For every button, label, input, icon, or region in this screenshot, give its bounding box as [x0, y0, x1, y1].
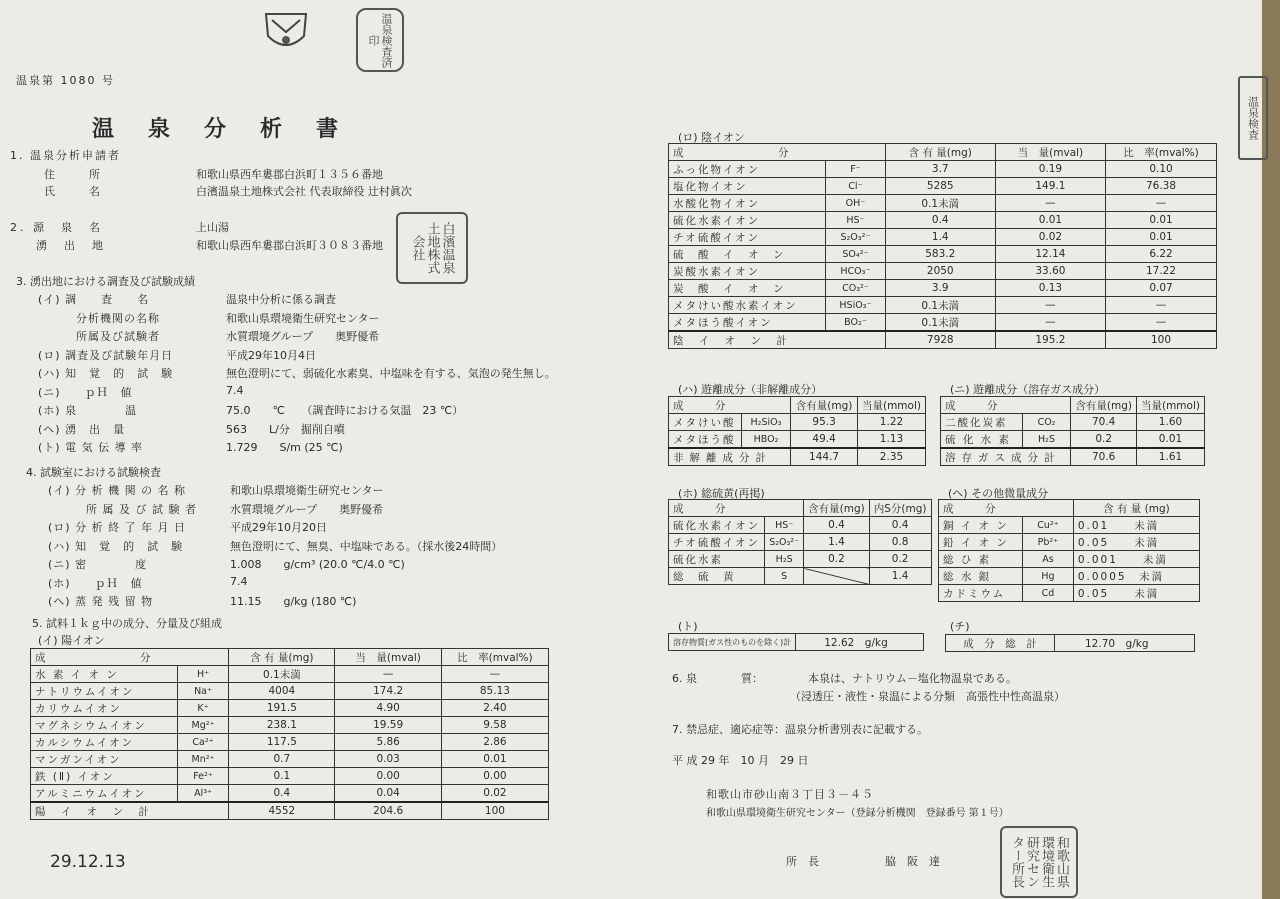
sulfur-row [669, 568, 932, 585]
to-label: 溶存物質(ガス性のものを除く)計 [669, 634, 796, 651]
free-cell: 95.3 [791, 414, 858, 431]
anion-row [669, 314, 1217, 332]
sec3-row-label: (ト) 電 気 伝 導 率 [38, 441, 144, 454]
free-row [669, 414, 926, 431]
anion-cell: 100 [1106, 331, 1217, 349]
sec5-cell: マグネシウムイオン [31, 717, 178, 734]
anion-cell: 炭酸水素イオン [669, 263, 826, 280]
trace-cell: 0.001 未満 [1073, 551, 1199, 568]
free-cell: HBO₂ [741, 431, 790, 449]
sec5-cell: 0.02 [441, 785, 548, 803]
sec5-cell: 19.59 [335, 717, 441, 734]
sulfur-cell: 0.2 [804, 551, 870, 568]
sec2-loc: 和歌山県西牟婁郡白浜町３０８３番地 [196, 239, 383, 252]
sec5-row [31, 717, 549, 734]
anion-row [669, 297, 1217, 314]
seal-company-text: 白濱温泉土地株式会社 [409, 222, 455, 274]
gas-cell: 70.6 [1071, 448, 1137, 466]
trace-col-header: 成 分 [939, 500, 1074, 517]
sec5-row [31, 666, 549, 683]
sec5-row [31, 683, 549, 700]
anion-cell: ふっ化物イオン [669, 161, 826, 178]
gas-header-row [941, 397, 1205, 414]
sulfur-cell: 硫化水素イオン [669, 517, 765, 534]
trace-subheading: (ヘ) その他微量成分 [948, 487, 1049, 500]
anion-cell: 硫 酸 イ オ ン [669, 246, 826, 263]
sec3-row-label: (ニ) ｐＨ 値 [38, 385, 133, 399]
gas-col-header: 成 分 [941, 397, 1071, 414]
sulfur-cell [804, 568, 870, 585]
free-cell: メタけい酸 [669, 414, 742, 431]
trace-cell: 銅 イ オ ン [939, 517, 1023, 534]
sec5-cell: 4.90 [335, 700, 441, 717]
gas-cell: 1.60 [1136, 414, 1204, 431]
seal-right-text: 温泉検査 [1246, 96, 1260, 140]
sec2-src: 上山湯 [196, 221, 229, 234]
sec3-row-value: 温泉中分析に係る調査 [226, 293, 336, 306]
free-cell: 49.4 [791, 431, 858, 449]
sec5-cell: 0.01 [441, 751, 548, 768]
sec5-cell: 117.5 [229, 734, 335, 751]
to-table [668, 633, 924, 651]
trace-row [939, 568, 1200, 585]
seal-top [356, 8, 404, 72]
gas-cell: 1.61 [1136, 448, 1204, 466]
sec3-row-value: 平成29年10月4日 [226, 348, 316, 362]
anion-cell: 水酸化物イオン [669, 195, 826, 212]
sec5-cell: Mg²⁺ [177, 717, 228, 734]
anion-cell: 炭 酸 イ オ ン [669, 280, 826, 297]
gas-col-header: 含有量(mg) [1071, 397, 1137, 414]
issue-date: 平 成 29 年 10 月 29 日 [672, 754, 809, 767]
sec5-cell: 238.1 [229, 717, 335, 734]
sec4-row-label: (ヘ) 蒸 発 残 留 物 [48, 595, 154, 608]
anion-cell: — [995, 314, 1105, 332]
sec5-cell: 0.1未満 [229, 666, 335, 683]
sec5-row [31, 785, 549, 803]
sec3-heading: 3. 湧出地における調査及び試験成績 [16, 275, 195, 288]
trace-col-header: 含 有 量 (mg) [1073, 500, 1199, 517]
sec3-row-value: 1.729 S/m (25 ℃) [226, 441, 343, 454]
trace-cell: 0.05 未満 [1073, 585, 1199, 602]
free-col-header: 成 分 [669, 397, 791, 414]
sulfur-cell: 総 硫 黄 [669, 568, 765, 585]
sec1-name-label: 氏 名 [44, 185, 104, 198]
gas-cell: 硫 化 水 素 [941, 431, 1023, 449]
anion-col-header: 当 量(mval) [995, 144, 1105, 161]
sulfur-row [669, 551, 932, 568]
anion-cell: 塩化物イオン [669, 178, 826, 195]
sulfur-cell: 0.8 [869, 534, 931, 551]
anion-cell: 0.4 [885, 212, 995, 229]
cation-subheading: (イ) 陽イオン [38, 634, 105, 647]
to-value: 12.62 g/kg [796, 634, 924, 651]
sec5-cell: 0.00 [335, 768, 441, 785]
free-row [669, 448, 926, 466]
anion-cell: 0.07 [1106, 280, 1217, 297]
sec5-row [31, 700, 549, 717]
director-line: 所 長 脇 阪 達 [786, 855, 940, 868]
sec4-heading: 4. 試験室における試験検査 [26, 466, 161, 479]
free-cell: 非解離成分計 [669, 448, 791, 466]
sec1-name: 白濱温泉土地株式会社 代表取締役 辻村眞次 [196, 185, 412, 198]
free-cell: 2.35 [857, 448, 925, 466]
anion-cell: 0.02 [995, 229, 1105, 246]
sec5-row [31, 751, 549, 768]
sec5-cell: — [335, 666, 441, 683]
trace-cell: Cd [1023, 585, 1074, 602]
sec5-cell: 0.00 [441, 768, 548, 785]
sec5-cell: 9.58 [441, 717, 548, 734]
anion-cell: 0.1未満 [885, 297, 995, 314]
free-cell: 1.22 [857, 414, 925, 431]
trace-cell: As [1023, 551, 1074, 568]
sec2-src-label: 2. 源 泉 名 [10, 221, 103, 234]
sec3-row-label: (ヘ) 湧 出 量 [38, 422, 126, 436]
sec4-row-value: 7.4 [230, 574, 248, 588]
anion-cell: HS⁻ [826, 212, 886, 229]
sec5-cell: Na⁺ [177, 683, 228, 700]
trace-header-row [939, 500, 1200, 517]
sec4-row-label: (ハ) 知 覚 的 試 験 [48, 539, 184, 553]
anion-cell: 195.2 [995, 331, 1105, 349]
anion-cell: 1.4 [885, 229, 995, 246]
sulfur-cell: 0.4 [804, 517, 870, 534]
free-cell: H₂SiO₃ [741, 414, 790, 431]
sec5-col-header: 含 有 量(mg) [229, 649, 335, 666]
anion-col-header: 比 率(mval%) [1106, 144, 1217, 161]
gas-table [940, 396, 1205, 466]
anion-col-header: 含 有 量(mg) [885, 144, 995, 161]
gas-cell: 二酸化炭素 [941, 414, 1023, 431]
chi-table [945, 634, 1195, 652]
anion-cell: 2050 [885, 263, 995, 280]
chi-subheading: (チ) [950, 620, 970, 633]
sec5-cell: 85.13 [441, 683, 548, 700]
sec5-cell: K⁺ [177, 700, 228, 717]
anion-cell: 0.19 [995, 161, 1105, 178]
anion-cell: 0.1未満 [885, 314, 995, 332]
anion-cell: チオ硫酸イオン [669, 229, 826, 246]
sec5-cell: 2.86 [441, 734, 548, 751]
sec5-cell: Ca²⁺ [177, 734, 228, 751]
sec4-row-value: 水質環境グループ 奥野優希 [230, 502, 384, 516]
sec4-row-label: (イ) 分 析 機 関 の 名 称 [48, 484, 187, 497]
sec5-cell: マンガンイオン [31, 751, 178, 768]
sulfur-col-header: 含有量(mg) [804, 500, 870, 517]
sec5-cell: 0.7 [229, 751, 335, 768]
sec5-cell: 4552 [229, 802, 335, 820]
anion-cell: 0.10 [1106, 161, 1217, 178]
anion-cell: HSiO₃⁻ [826, 297, 886, 314]
gas-cell: 溶存ガス成分計 [941, 448, 1071, 466]
sulfur-subheading: (ホ) 総硫黄(再掲) [678, 487, 765, 500]
trace-cell: Hg [1023, 568, 1074, 585]
anion-cell: CO₃²⁻ [826, 280, 886, 297]
gas-col-header: 当量(mmol) [1136, 397, 1204, 414]
anion-col-header: 成 分 [669, 144, 886, 161]
anion-table [668, 143, 1217, 349]
anion-cell: 76.38 [1106, 178, 1217, 195]
free-row [669, 431, 926, 449]
sulfur-cell: 硫化水素 [669, 551, 765, 568]
trace-cell: 0.01 未満 [1073, 517, 1199, 534]
gas-cell: 0.2 [1071, 431, 1137, 449]
anion-cell: 6.22 [1106, 246, 1217, 263]
trace-table [938, 499, 1200, 602]
sec3-row-label: 所属及び試験者 [76, 330, 160, 343]
sec3-row-value: 水質環境グループ 奥野優希 [226, 330, 380, 343]
seal-right [1238, 76, 1268, 160]
trace-cell: Cu²⁺ [1023, 517, 1074, 534]
sec2-loc-label: 湧 出 地 [36, 239, 106, 252]
sec5-cell: 0.03 [335, 751, 441, 768]
anion-row [669, 331, 1217, 349]
trace-row [939, 534, 1200, 551]
sec3-row-label: (ホ) 泉 温 [38, 404, 138, 417]
sulfur-cell: HS⁻ [765, 517, 804, 534]
sec5-cell: 100 [441, 802, 548, 820]
gas-row [941, 448, 1205, 466]
sec5-cell: 4004 [229, 683, 335, 700]
sec5-row [31, 802, 549, 820]
sec6-line1: 本泉は、ナトリウム－塩化物温泉である。 [808, 672, 1017, 685]
trace-cell: 総 ひ 素 [939, 551, 1023, 568]
free-cell: メタほう酸 [669, 431, 742, 449]
sec5-cell: — [441, 666, 548, 683]
sec5-cell: Mn²⁺ [177, 751, 228, 768]
sec5-col-header: 当 量(mval) [335, 649, 441, 666]
anion-cell: 硫化水素イオン [669, 212, 826, 229]
anion-cell: メタけい酸水素イオン [669, 297, 826, 314]
free-table [668, 396, 926, 466]
anion-row [669, 263, 1217, 280]
sec3-row-value: 和歌山県環境衛生研究センター [226, 311, 380, 325]
sec5-cell: 5.86 [335, 734, 441, 751]
anion-cell: BO₂⁻ [826, 314, 886, 332]
sec5-cell: ナトリウムイオン [31, 683, 178, 700]
sulfur-cell: H₂S [765, 551, 804, 568]
sec5-cell: 0.1 [229, 768, 335, 785]
trace-row [939, 551, 1200, 568]
free-cell: 144.7 [791, 448, 858, 466]
sec5-cell: 174.2 [335, 683, 441, 700]
sec5-cell: 204.6 [335, 802, 441, 820]
sec4-row-value: 11.15 g/kg (180 ℃) [230, 595, 357, 608]
anion-cell: 17.22 [1106, 263, 1217, 280]
sec5-cell: 0.04 [335, 785, 441, 803]
anion-cell: 0.01 [1106, 212, 1217, 229]
sec4-row-value: 和歌山県環境衛生研究センター [230, 484, 384, 497]
free-col-header: 含有量(mg) [791, 397, 858, 414]
sulfur-table [668, 499, 932, 585]
sec5-cell: 0.4 [229, 785, 335, 803]
sulfur-cell: S₂O₃²⁻ [765, 534, 804, 551]
anion-row [669, 178, 1217, 195]
org-name: 和歌山県環境衛生研究センター（登録分析機関 登録番号 第１号） [706, 808, 1009, 819]
sulfur-header-row [669, 500, 932, 517]
anion-row [669, 195, 1217, 212]
anion-cell: F⁻ [826, 161, 886, 178]
anion-cell: 149.1 [995, 178, 1105, 195]
anion-cell: メタほう酸イオン [669, 314, 826, 332]
gas-cell: 0.01 [1136, 431, 1204, 449]
sec4-row-label: (ロ) 分 析 終 了 年 月 日 [48, 521, 187, 534]
gas-cell: H₂S [1022, 431, 1071, 449]
sec1-addr-label: 住 所 [44, 168, 104, 181]
anion-row [669, 229, 1217, 246]
trace-cell: 0.05 未満 [1073, 534, 1199, 551]
sec5-cell: 鉄 (Ⅱ) イオン [31, 768, 178, 785]
sec5-row [31, 768, 549, 785]
sec5-col-header: 成 分 [31, 649, 229, 666]
sec6-line2: （浸透圧・液性・泉温による分類 高張性中性高温泉） [790, 690, 1065, 703]
sec3-row-value: 無色澄明にて、弱硫化水素臭、中塩味を有する、気泡の発生無し。 [226, 367, 556, 380]
sec1-heading: 1. 温泉分析申請者 [10, 149, 121, 162]
sec3-row-value: 75.0 ℃ （調査時における気温 23 ℃） [226, 404, 464, 417]
anion-cell: 583.2 [885, 246, 995, 263]
to-subheading: (ト) [678, 620, 698, 633]
anion-cell: 7928 [885, 331, 995, 349]
chi-label: 成 分 総 計 [946, 635, 1055, 652]
sec3-row-label: 分析機関の名称 [76, 311, 160, 325]
document-title: 温泉分析書 [92, 116, 373, 142]
seal-top-text: 温泉検査済印 [367, 12, 393, 68]
anion-subheading: (ロ) 陰イオン [678, 131, 745, 144]
trace-cell: 0.0005 未満 [1073, 568, 1199, 585]
sec5-cell: Fe²⁺ [177, 768, 228, 785]
anion-cell: — [1106, 297, 1217, 314]
sulfur-cell: 0.2 [869, 551, 931, 568]
gas-row [941, 431, 1205, 449]
seal-director-text: 和歌山県環境衛生研究センター所長 [1009, 836, 1069, 888]
seal-company [396, 212, 468, 284]
trace-row [939, 585, 1200, 602]
sec3-row-label: (イ) 調 査 名 [38, 293, 150, 306]
free-cell: 1.13 [857, 431, 925, 449]
sec5-cell: 2.40 [441, 700, 548, 717]
anion-cell: SO₄²⁻ [826, 246, 886, 263]
anion-cell: 12.14 [995, 246, 1105, 263]
trace-cell: 鉛 イ オ ン [939, 534, 1023, 551]
trace-cell: 総 水 銀 [939, 568, 1023, 585]
sulfur-col-header: 成 分 [669, 500, 804, 517]
anion-row [669, 246, 1217, 263]
anion-cell: 0.13 [995, 280, 1105, 297]
anion-cell: — [1106, 195, 1217, 212]
trace-cell: カドミウム [939, 585, 1023, 602]
anion-cell: 5285 [885, 178, 995, 195]
cation-table [30, 648, 549, 820]
gas-subheading: (ニ) 遊離成分（溶存ガス成分） [950, 383, 1106, 396]
sec5-cell: カリウムイオン [31, 700, 178, 717]
chi-value: 12.70 g/kg [1055, 635, 1195, 652]
sec5-cell: 水 素 イ オ ン [31, 666, 178, 683]
sec5-row [31, 734, 549, 751]
sec5-cell: 191.5 [229, 700, 335, 717]
anion-cell: HCO₃⁻ [826, 263, 886, 280]
anion-cell: — [995, 195, 1105, 212]
anion-cell: — [1106, 314, 1217, 332]
sec3-row-label: (ハ) 知 覚 的 試 験 [38, 367, 174, 380]
anion-cell: 0.01 [995, 212, 1105, 229]
sec3-row-value: 563 L/分 掘削自噴 [226, 422, 345, 436]
anion-cell: 33.60 [995, 263, 1105, 280]
certificate-number: 温泉第 1080 号 [16, 74, 115, 87]
anion-cell: 3.9 [885, 280, 995, 297]
sulfur-cell: 1.4 [869, 568, 931, 585]
anion-cell: 0.1未満 [885, 195, 995, 212]
free-header-row [669, 397, 926, 414]
sec4-row-label: 所 属 及 び 試 験 者 [86, 502, 197, 516]
gas-cell: 70.4 [1071, 414, 1137, 431]
sec5-header-row [31, 649, 549, 666]
sec5-cell: 陽 イ オ ン 計 [31, 802, 229, 820]
sec1-addr: 和歌山県西牟婁郡白浜町１３５６番地 [196, 168, 383, 181]
sulfur-cell: 0.4 [869, 517, 931, 534]
sulfur-col-header: 内S分(mg) [869, 500, 931, 517]
anion-header-row [669, 144, 1217, 161]
free-subheading: (ハ) 遊離成分（非解離成分） [678, 383, 823, 396]
trace-row [939, 517, 1200, 534]
sec3-row-label: (ロ) 調査及び試験年月日 [38, 348, 174, 362]
org-address: 和歌山市砂山南３丁目３－４５ [706, 788, 874, 801]
sec5-cell: カルシウムイオン [31, 734, 178, 751]
anion-row [669, 280, 1217, 297]
sulfur-cell: チオ硫酸イオン [669, 534, 765, 551]
anion-cell: 3.7 [885, 161, 995, 178]
anion-cell: 0.01 [1106, 229, 1217, 246]
trace-cell: Pb²⁺ [1023, 534, 1074, 551]
free-col-header: 当量(mmol) [857, 397, 925, 414]
sec5-cell: アルミニウムイオン [31, 785, 178, 803]
sulfur-cell: S [765, 568, 804, 585]
sec7-line: 7. 禁忌症、適応症等：温泉分析書別表に記載する。 [672, 723, 928, 736]
sec4-row-value: 無色澄明にて、無臭、中塩味である。（採水後24時間） [230, 539, 503, 553]
sec4-row-value: 1.008 g/cm³ (20.0 ℃/4.0 ℃) [230, 558, 405, 571]
sec5-cell: Al³⁺ [177, 785, 228, 803]
anion-cell: OH⁻ [826, 195, 886, 212]
sulfur-row [669, 517, 932, 534]
anion-row [669, 161, 1217, 178]
sulfur-cell: 1.4 [804, 534, 870, 551]
sulfur-row [669, 534, 932, 551]
anion-cell: S₂O₃²⁻ [826, 229, 886, 246]
sec6-label: 6. 泉 質： [672, 672, 763, 685]
anion-cell: Cl⁻ [826, 178, 886, 195]
gas-row [941, 414, 1205, 431]
stamp-date: 29.12.13 [50, 852, 126, 872]
sec3-row-value: 7.4 [226, 383, 244, 397]
prefecture-emblem-icon [260, 10, 312, 56]
sec5-cell: H⁺ [177, 666, 228, 683]
gas-cell: CO₂ [1022, 414, 1071, 431]
sec4-row-label: (ニ) 密 度 [48, 558, 148, 571]
anion-cell: 陰 イ オ ン 計 [669, 331, 886, 349]
sec5-col-header: 比 率(mval%) [441, 649, 548, 666]
anion-row [669, 212, 1217, 229]
sec5-heading: 5. 試料１ｋｇ中の成分、分量及び組成 [32, 617, 222, 630]
seal-director [1000, 826, 1078, 898]
sec4-row-label: (ホ) ｐＨ 値 [48, 576, 143, 590]
sec4-row-value: 平成29年10月20日 [230, 521, 327, 534]
anion-cell: — [995, 297, 1105, 314]
